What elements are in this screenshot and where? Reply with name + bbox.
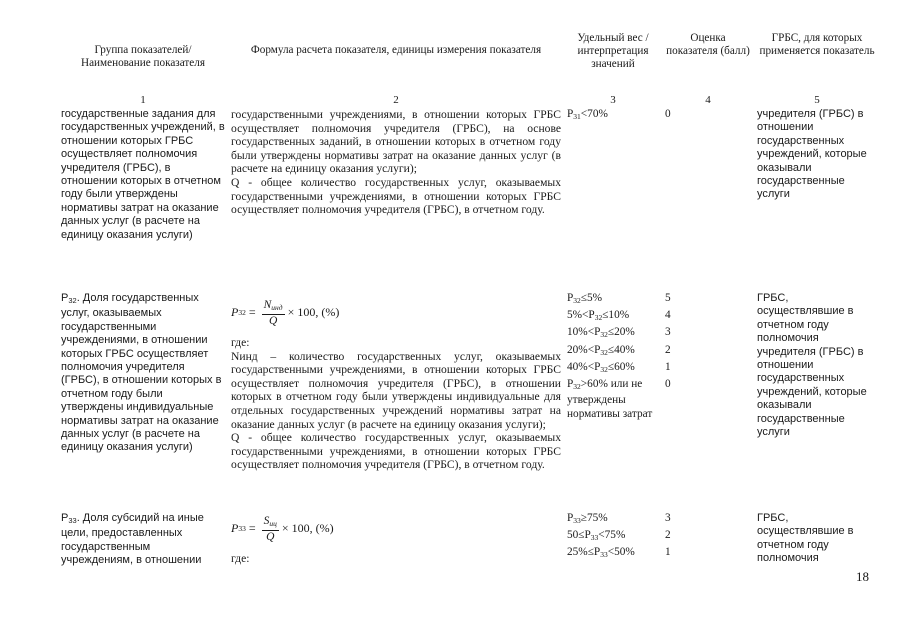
interpretation-value: $40\%<P_{32}\le 60\%$: [567, 360, 635, 374]
formula-paragraph: Q - общее количество государственных услуг, оказываемых государственными учреждениями, в отношении которых ГРБС осуществляет полномочия учредителя (ГРБС), в отчетном году.: [231, 431, 561, 472]
header-col5: ГРБС, для которых применяется показатель: [759, 32, 875, 57]
header-col2: Формула расчета показателя, единицы измерения показателя: [250, 44, 542, 56]
indicator-table: [58, 32, 880, 568]
interpretation-value: $20\%<P_{32}\le 40\%$: [567, 343, 635, 357]
column-number: 5: [814, 94, 820, 106]
indicator-name-text: . Доля государственных услуг, оказываемых государственными учреждениями, в отношении которых ГРБС осуществляет полномочия учредителя (ГРБС), в отношении которых в отчетном году были утверждены индивидуальные нормативы затрат на оказание данных услуг (в расчете на единицу оказания услуги): [61, 292, 222, 454]
score-value: 2: [665, 343, 671, 356]
interpretation: [564, 108, 662, 292]
applicable-grbs: учредителя (ГРБС) в отношении государственных учреждений, которые оказывали государственные услуги: [757, 108, 867, 201]
formula-description: [228, 512, 564, 568]
indicator-name: государственные задания для государственных учреждений, в отношении которых ГРБС осуществляет полномочия учредителя (ГРБС), в отношении которых в отчетном году были утверждены нормативы затрат на оказание данных услуг (в расчете на единицу оказания услуги): [61, 108, 225, 241]
column-number-row: [58, 94, 880, 108]
interpretation-value: $P_{33}\ge 75\%$: [567, 512, 608, 525]
column-number: 4: [705, 94, 711, 106]
column-number: 3: [610, 94, 616, 106]
interpretation-value: $25\%\le P_{33}<50\%$: [567, 546, 635, 560]
score: [662, 108, 754, 292]
where-label: где:: [231, 552, 250, 565]
formula-fraction: $\frac{S_{иц}}{Q}$: [263, 514, 277, 543]
formula: P 32 = $\frac{N_{инд}}{Q}$ × 100, (%): [231, 298, 340, 327]
indicator-name-text: . Доля субсидий на иные цели, предоставленных государственным учреждениям, в отношении: [61, 512, 204, 567]
table-row: [58, 512, 880, 568]
formula-paragraph: Nинд – количество государственных услуг, оказываемых государственными учреждениями, в отношении которых ГРБС осуществляет полномочия учредителя (ГРБС), в отношении которых в отчетном году были утверждены индивидуальные для отдельных государственных учреждений нормативы затрат на оказание данных услуг (в расчете на единицу оказания услуги);: [231, 349, 561, 431]
score-value: 1: [665, 360, 671, 373]
table-row: [58, 292, 880, 512]
score: [662, 292, 754, 512]
formula-fraction: $\frac{N_{инд}}{Q}$: [263, 298, 283, 327]
interpretation: [564, 292, 662, 512]
interpretation-value: $5\%<P_{32}\le 10\%$: [567, 309, 630, 323]
formula-paragraph: государственными учреждениями, в отношении которых ГРБС осуществляет полномочия учредителя (ГРБС), на основе государственных заданий, в отношении которых в отчетном году были утверждены нормативы затрат на оказание данных услуг (в расчете на единицу оказания услуги);: [231, 108, 561, 176]
score-value: 2: [665, 529, 671, 542]
header-col3: Удельный вес / интерпретация значений: [577, 32, 649, 70]
indicator-name: $P_{33}$. Доля субсидий на иные цели, предоставленных государственным учреждениям, в отношении: [61, 512, 204, 567]
interpretation-value: $50\le P_{33}<75\%$: [567, 529, 626, 543]
table-header-row: [58, 32, 880, 94]
column-number: 2: [393, 94, 399, 106]
indicator-name: $P_{32}$. Доля государственных услуг, оказываемых государственными учреждениями, в отношении которых ГРБС осуществляет полномочия учредителя (ГРБС), в отношении которых в отчетном году были утверждены индивидуальные нормативы затрат на оказание данных услуг (в расчете на единицу оказания услуги): [61, 292, 222, 454]
formula-description: [228, 292, 564, 512]
interpretation-value: $10\%<P_{32}\le 20\%$: [567, 326, 635, 340]
interpretation-value: $P_{32}>60\%$ или не утверждены нормативы затрат: [567, 377, 653, 420]
header-col1: Группа показателей/ Наименование показателя: [81, 44, 205, 69]
score-value: 3: [665, 512, 671, 524]
score-value: 5: [665, 292, 671, 304]
header-col4: Оценка показателя (балл): [666, 32, 750, 57]
score-value: 4: [665, 309, 671, 322]
interpretation-value: $P_{32}\le 5\%$: [567, 292, 603, 305]
formula-description: [228, 108, 564, 292]
column-number: 1: [140, 94, 146, 106]
page-number: 18: [856, 569, 869, 584]
score-value: 0: [665, 377, 671, 390]
formula: P 33 = $\frac{S_{иц}}{Q}$ × 100, (%): [231, 514, 334, 543]
score: [662, 512, 754, 568]
score-value: 0: [665, 108, 671, 120]
score-value: 1: [665, 546, 671, 559]
applicable-grbs: ГРБС, осуществлявшие в отчетном году полномочия учредителя (ГРБС) в отношении государственных учреждений, которые оказывали государственные услуги: [757, 292, 867, 439]
interpretation: [564, 512, 662, 568]
table-row: [58, 108, 880, 292]
applicable-grbs: ГРБС, осуществлявшие в отчетном году полномочия: [757, 512, 854, 565]
score-value: 3: [665, 326, 671, 339]
interpretation-value: $P_{31}<70\%$: [567, 108, 608, 121]
where-label: где:: [231, 336, 250, 349]
formula-paragraph: Q - общее количество государственных услуг, оказываемых государственными учреждениями, в отношении которых ГРБС осуществляет полномочия учредителя (ГРБС), в отчетном году.: [231, 175, 561, 217]
